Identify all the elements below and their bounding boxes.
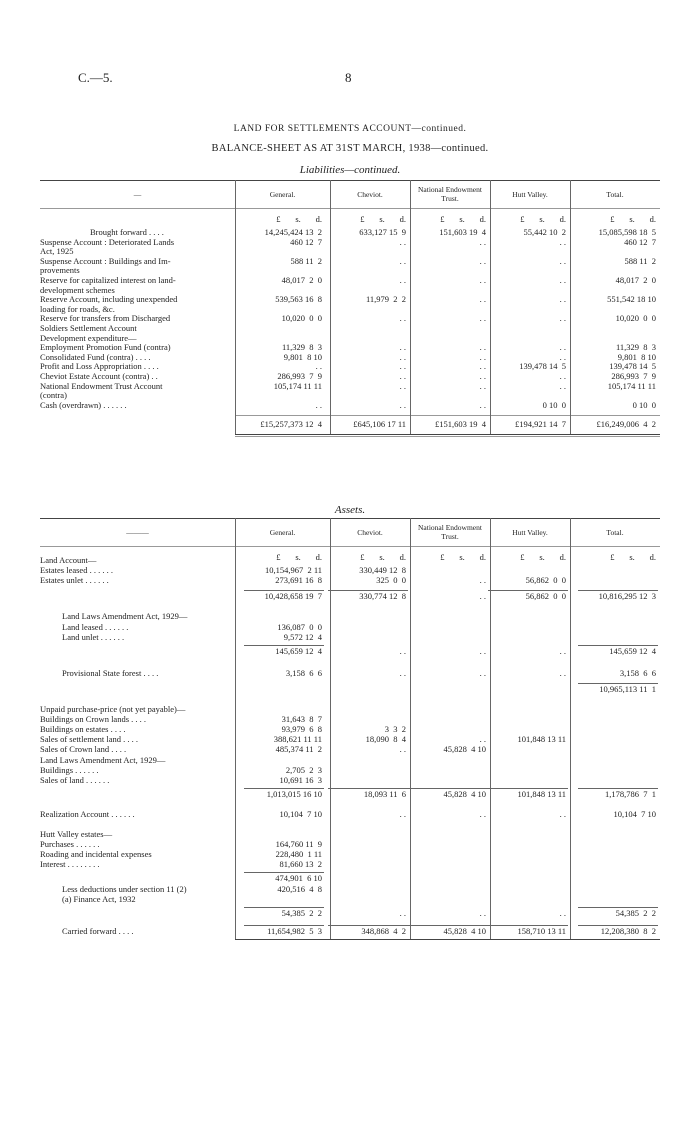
liabilities-col-cheviot: Cheviot. (357, 189, 383, 199)
liabilities-hutt-valley-value: . . (559, 380, 566, 391)
liabilities-total-value: 105,174 11 11 (607, 380, 656, 391)
liabilities-general-value: 10,020 0 0 (281, 313, 322, 324)
liabilities-total-value: 286,993 7 9 (611, 371, 656, 381)
liabilities-row-label: Suspense Account : Deteriorated Lands (40, 237, 175, 247)
liabilities-hutt-valley-value: 139,478 14 5 (519, 361, 566, 372)
liabilities-cheviot-value: . . (399, 236, 406, 247)
liabilities-total-national-endowment-trust: £151,603 19 4 (435, 419, 486, 430)
assets-general-value: 164,760 11 9 (275, 839, 322, 850)
assets-cheviot-value: . . (399, 645, 406, 656)
liabilities-row-label: Cash (overdrawn) . . . . . . (40, 400, 127, 410)
assets-total-value: 3,158 6 6 (619, 667, 656, 678)
liabilities-total-value: 0 10 0 (632, 399, 656, 410)
assets-national-endowment-trust-value: . . (479, 645, 486, 656)
liabilities-total-value: 48,017 2 0 (615, 275, 656, 285)
liabilities-hutt-valley-value: 0 10 0 (542, 399, 566, 410)
assets-general-value: 81,660 13 2 (279, 859, 322, 870)
assets-row-label: Estates leased . . . . . . (40, 566, 113, 576)
liabilities-general-value: 286,993 7 9 (277, 371, 322, 381)
liabilities-col-national-endowment-trust: National Endowment Trust. (418, 185, 482, 203)
assets-general-value: 3,158 6 6 (285, 667, 322, 678)
assets-currency-units: £ s. d. (520, 552, 566, 562)
assets-national-endowment-trust-value: . . (479, 734, 486, 745)
liabilities-total-value: 11,329 8 3 (615, 342, 656, 353)
assets-row-label: Less deductions under section 11 (2) (62, 884, 187, 894)
liabilities-row-label: Reserve for transfers from Discharged (40, 314, 171, 324)
assets-general-value: 31,643 8 7 (281, 714, 322, 725)
liabilities-general-value: . . (315, 361, 322, 372)
assets-general-value: 388,621 11 11 (273, 734, 322, 745)
liabilities-total-value: 588 11 2 (624, 255, 656, 266)
liabilities-column-divider (410, 208, 411, 434)
assets-row-label: Unpaid purchase-price (not yet payable)— (40, 705, 186, 714)
liabilities-cheviot-value: . . (399, 361, 406, 372)
liabilities-row-label: Reserve Account, including unexpended (40, 295, 178, 305)
assets-row-label: Estates unlet . . . . . . (40, 576, 109, 586)
liabilities-general-value: 539,563 16 8 (275, 294, 322, 305)
liabilities-row-label: Profit and Loss Appropriation . . . . (40, 362, 159, 372)
liabilities-cheviot-value: . . (399, 313, 406, 324)
liabilities-row-label: Soldiers Settlement Account (40, 324, 137, 333)
assets-hutt-valley-value: . . (559, 907, 566, 918)
liabilities-currency-units: £ s. d. (440, 214, 486, 224)
liabilities-col-particulars: — (133, 189, 142, 199)
assets-national-endowment-trust-value: 45,828 4 10 (443, 925, 486, 936)
assets-national-endowment-trust-value: 45,828 4 10 (443, 788, 486, 799)
assets-cheviot-value: 330,774 12 8 (359, 591, 406, 602)
assets-cheviot-value: 3 3 2 (384, 724, 406, 735)
assets-total-value: 54,385 2 2 (615, 907, 656, 918)
liabilities-currency-units: £ s. d. (360, 214, 406, 224)
assets-row-label: Land unlet . . . . . . (62, 632, 125, 642)
liabilities-national-endowment-trust-value: . . (479, 351, 486, 362)
liabilities-col-general: General. (269, 189, 296, 199)
liabilities-row-label: (contra) (40, 391, 67, 401)
liabilities-row-label: Suspense Account : Buildings and Im- (40, 256, 171, 266)
assets-total-value: 10,965,113 11 1 (599, 683, 656, 694)
liabilities-total-value: 139,478 14 5 (609, 361, 656, 372)
assets-hutt-valley-value: 158,710 13 11 (517, 925, 566, 936)
liabilities-hutt-valley-value: . . (559, 236, 566, 247)
assets-total-value: 10,816,295 12 3 (598, 591, 656, 602)
account-title: LAND FOR SETTLEMENTS ACCOUNT—continued. (233, 124, 467, 134)
assets-national-endowment-trust-value: . . (479, 808, 486, 819)
liabilities-national-endowment-trust-value: . . (479, 313, 486, 324)
assets-general-value: 273,691 16 8 (275, 575, 322, 586)
assets-hutt-valley-value: . . (559, 808, 566, 819)
liabilities-national-endowment-trust-value: . . (479, 294, 486, 305)
liabilities-national-endowment-trust-value: . . (479, 275, 486, 285)
assets-cheviot-value: 348,868 4 2 (361, 925, 406, 936)
liabilities-cheviot-value: . . (399, 371, 406, 381)
liabilities-row-label: Employment Promotion Fund (contra) (40, 343, 171, 353)
liabilities-column-divider (330, 208, 331, 434)
assets-hutt-valley-value: . . (559, 645, 566, 656)
assets-general-value: 10,154,967 2 11 (264, 565, 322, 576)
assets-row-label: Buildings . . . . . . (40, 765, 99, 775)
assets-cheviot-value: 18,093 11 6 (363, 788, 406, 799)
assets-hutt-valley-value: . . (559, 667, 566, 678)
liabilities-bottom-rule (235, 434, 660, 435)
assets-row-label: Provisional State forest . . . . (62, 668, 159, 678)
document-reference: C.—5. (78, 70, 113, 85)
assets-row-label: (a) Finance Act, 1932 (62, 894, 136, 904)
assets-cheviot-value: 18,090 8 4 (365, 734, 406, 745)
liabilities-national-endowment-trust-value: . . (479, 342, 486, 353)
assets-cheviot-value: . . (399, 808, 406, 819)
liabilities-cheviot-value: . . (399, 399, 406, 410)
assets-currency-units: £ s. d. (440, 552, 486, 562)
liabilities-hutt-valley-value: . . (559, 342, 566, 353)
liabilities-general-value: 11,329 8 3 (281, 342, 322, 353)
page-number: 8 (345, 70, 352, 85)
assets-national-endowment-trust-value: . . (479, 667, 486, 678)
liabilities-currency-units: £ s. d. (610, 214, 656, 224)
assets-row-label: Roading and incidental expenses (40, 850, 152, 860)
liabilities-total-value: 15,085,598 18 5 (598, 227, 656, 237)
liabilities-national-endowment-trust-value: . . (479, 236, 486, 247)
assets-general-value: 474,901 6 10 (275, 873, 322, 884)
assets-cheviot-value: . . (399, 667, 406, 678)
assets-col-cheviot: Cheviot. (357, 527, 383, 537)
assets-total-value: 12,208,380 8 2 (600, 925, 656, 936)
assets-row-label: Sales of land . . . . . . (40, 775, 110, 785)
assets-currency-units: £ s. d. (276, 552, 322, 562)
assets-national-endowment-trust-value: 45,828 4 10 (443, 744, 486, 755)
liabilities-cheviot-value: . . (399, 380, 406, 391)
assets-col-particulars: ——— (126, 527, 149, 537)
assets-column-divider (490, 546, 491, 939)
assets-currency-units: £ s. d. (360, 552, 406, 562)
liabilities-row-label: loading for roads, &c. (40, 304, 115, 314)
liabilities-total-hutt-valley: £194,921 14 7 (515, 419, 566, 430)
assets-general-value: 1,013,015 16 10 (266, 788, 322, 799)
assets-general-value: 2,705 2 3 (285, 764, 322, 775)
assets-general-value: 145,659 12 4 (275, 645, 322, 656)
liabilities-row-label: provements (40, 266, 80, 276)
liabilities-general-value: 105,174 11 11 (273, 380, 322, 391)
assets-cheviot-value: 325 0 0 (376, 575, 406, 586)
liabilities-hutt-valley-value: . . (559, 294, 566, 305)
assets-hutt-valley-value: 56,862 0 0 (525, 591, 566, 602)
assets-general-value: 54,385 2 2 (281, 907, 322, 918)
liabilities-cheviot-value: 11,979 2 2 (365, 294, 406, 305)
assets-row-label: Buildings on Crown lands . . . . (40, 715, 147, 725)
liabilities-column-divider (235, 208, 236, 434)
liabilities-currency-units: £ s. d. (276, 214, 322, 224)
assets-cheviot-value: . . (399, 744, 406, 755)
liabilities-col-hutt-valley: Hutt Valley. (512, 189, 548, 199)
assets-row-label: Buildings on estates . . . . (40, 725, 126, 735)
assets-hutt-valley-value: 101,848 13 11 (517, 788, 566, 799)
assets-header-rule (40, 546, 660, 547)
assets-cheviot-value: 330,449 12 8 (359, 565, 406, 576)
assets-col-hutt-valley: Hutt Valley. (512, 527, 548, 537)
assets-total-value: 10,104 7 10 (613, 808, 656, 819)
assets-col-national-endowment-trust: National Endowment Trust. (418, 523, 482, 541)
assets-general-value: 10,428,658 19 7 (264, 591, 322, 602)
assets-cheviot-value: . . (399, 907, 406, 918)
liabilities-hutt-valley-value: . . (559, 371, 566, 381)
liabilities-currency-units: £ s. d. (520, 214, 566, 224)
assets-general-value: 9,572 12 4 (283, 631, 322, 642)
liabilities-hutt-valley-value: 55,442 10 2 (523, 227, 566, 237)
liabilities-total-general: £15,257,373 12 4 (260, 419, 322, 430)
liabilities-national-endowment-trust-value: . . (479, 361, 486, 372)
liabilities-cheviot-value: . . (399, 275, 406, 285)
liabilities-total-value: 10,020 0 0 (615, 313, 656, 324)
assets-hutt-valley-value: 101,848 13 11 (517, 734, 566, 745)
liabilities-national-endowment-trust-value: . . (479, 255, 486, 266)
assets-column-divider (570, 546, 571, 939)
liabilities-national-endowment-trust-value: . . (479, 399, 486, 410)
assets-row-label: Land Laws Amendment Act, 1929— (62, 612, 188, 622)
liabilities-row-label: Brought forward . . . . (90, 228, 164, 237)
liabilities-column-divider (490, 208, 491, 434)
assets-national-endowment-trust-value: . . (479, 591, 486, 602)
assets-total-value: 145,659 12 4 (609, 645, 656, 656)
assets-row-label: Interest . . . . . . . . (40, 860, 100, 870)
assets-general-value: 10,691 16 3 (279, 774, 322, 785)
assets-column-divider (410, 546, 411, 939)
assets-hutt-valley-value: 56,862 0 0 (525, 575, 566, 586)
assets-general-value: 485,374 11 2 (275, 744, 322, 755)
liabilities-hutt-valley-value: . . (559, 351, 566, 362)
assets-general-value: 93,979 6 8 (281, 724, 322, 735)
assets-general-value: 136,087 0 0 (277, 621, 322, 632)
assets-row-label: Purchases . . . . . . (40, 840, 100, 850)
liabilities-general-value: 588 11 2 (290, 255, 322, 266)
liabilities-row-label: National Endowment Trust Account (40, 381, 163, 391)
assets-general-value: 11,654,982 5 3 (267, 925, 322, 936)
liabilities-general-value: 460 12 7 (290, 236, 322, 247)
assets-row-label: Sales of settlement land . . . . (40, 735, 138, 745)
assets-heading: Assets. (334, 504, 366, 516)
liabilities-hutt-valley-value: . . (559, 255, 566, 266)
assets-row-label: Land Laws Amendment Act, 1929— (40, 755, 166, 765)
liabilities-total-rule (235, 415, 660, 416)
liabilities-general-value: 14,245,424 13 2 (264, 227, 322, 237)
liabilities-cheviot-value: . . (399, 255, 406, 266)
liabilities-national-endowment-trust-value: 151,603 19 4 (439, 227, 486, 237)
liabilities-hutt-valley-value: . . (559, 275, 566, 285)
liabilities-cheviot-value: . . (399, 351, 406, 362)
liabilities-total-total: £16,249,006 4 2 (596, 419, 656, 430)
assets-row-label: Hutt Valley estates— (40, 830, 113, 839)
liabilities-bottom-rule-2 (235, 436, 660, 437)
liabilities-row-label: Cheviot Estate Account (contra) . . (40, 372, 158, 381)
assets-currency-units: £ s. d. (610, 552, 656, 562)
liabilities-general-value: 48,017 2 0 (281, 275, 322, 285)
assets-general-value: 420,516 4 8 (277, 883, 322, 894)
assets-row-label: Land Account— (40, 556, 97, 565)
assets-row-label: Carried forward . . . . (62, 926, 134, 936)
assets-national-endowment-trust-value: . . (479, 907, 486, 918)
liabilities-column-divider (570, 208, 571, 434)
liabilities-row-label: development schemes (40, 285, 115, 295)
assets-bottom-rule (235, 939, 660, 940)
assets-column-divider (330, 546, 331, 939)
assets-col-general: General. (269, 527, 296, 537)
liabilities-cheviot-value: . . (399, 342, 406, 353)
assets-general-value: 10,104 7 10 (279, 808, 322, 819)
liabilities-total-value: 9,801 8 10 (617, 351, 656, 362)
assets-general-value: 228,480 1 11 (275, 849, 322, 860)
liabilities-row-label: Act, 1925 (40, 247, 74, 257)
liabilities-total-value: 551,542 18 10 (607, 294, 656, 305)
assets-total-value: 1,178,786 7 1 (605, 788, 656, 799)
assets-col-total: Total. (606, 527, 624, 537)
liabilities-total-cheviot: £645,106 17 11 (353, 419, 406, 430)
liabilities-general-value: . . (315, 399, 322, 410)
liabilities-total-value: 460 12 7 (624, 236, 656, 247)
liabilities-cheviot-value: 633,127 15 9 (359, 227, 406, 237)
assets-column-divider (235, 546, 236, 939)
liabilities-heading: Liabilities—continued. (299, 164, 401, 176)
assets-row-label: Land leased . . . . . . (62, 622, 129, 632)
liabilities-col-total: Total. (606, 189, 624, 199)
liabilities-row-label: Development expenditure— (40, 333, 137, 343)
liabilities-general-value: 9,801 8 10 (283, 351, 322, 362)
liabilities-national-endowment-trust-value: . . (479, 380, 486, 391)
liabilities-header-rule (40, 208, 660, 209)
liabilities-row-label: Consolidated Fund (contra) . . . . (40, 352, 151, 362)
assets-row-label: Sales of Crown land . . . . (40, 745, 127, 755)
liabilities-national-endowment-trust-value: . . (479, 371, 486, 381)
assets-national-endowment-trust-value: . . (479, 575, 486, 586)
assets-row-label: Realization Account . . . . . . (40, 809, 135, 819)
liabilities-hutt-valley-value: . . (559, 313, 566, 324)
balance-sheet-title: BALANCE-SHEET AS AT 31ST MARCH, 1938—continued. (211, 143, 489, 154)
liabilities-row-label: Reserve for capitalized interest on land- (40, 276, 176, 285)
